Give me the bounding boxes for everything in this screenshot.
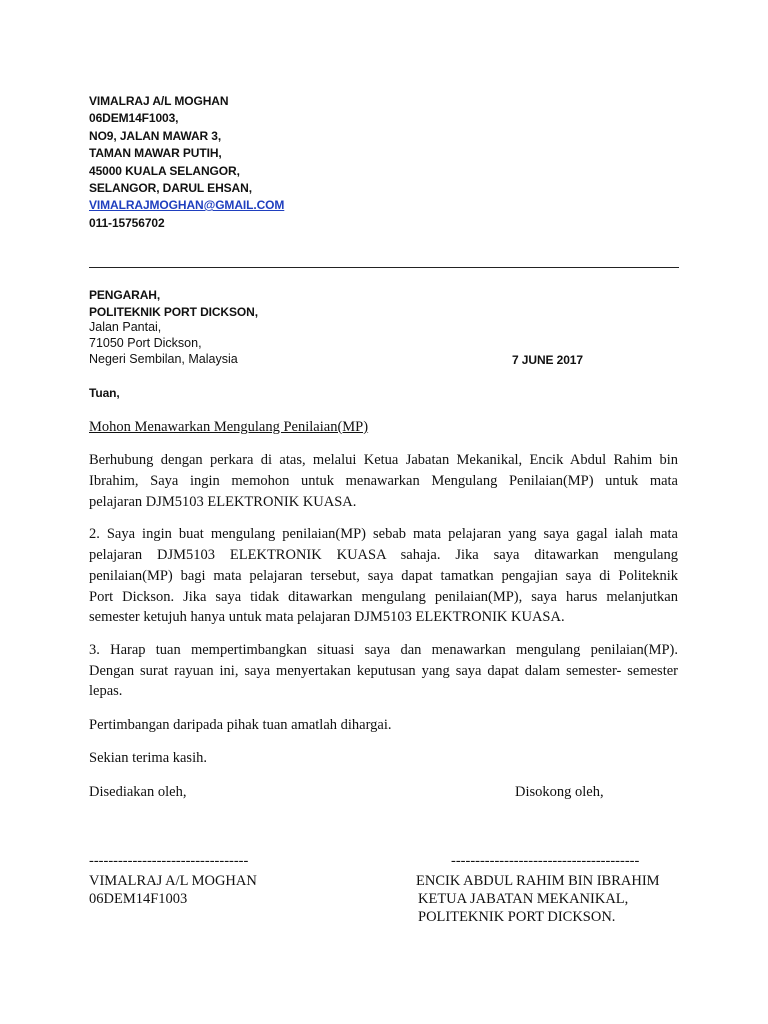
salutation: Tuan, [89, 386, 120, 400]
paragraph-line: penilaian(MP) bagi mata pelajaran tersebut, saya dapat tamatkan pengajian saya di Politeknik [89, 568, 678, 584]
signatory-institution-right: POLITEKNIK PORT DICKSON. [418, 909, 616, 925]
paragraph-line: pelajaran DJM5103 ELEKTRONIK KUASA sahaja. Jika saya ditawarkan mengulang [89, 547, 678, 563]
recipient-address-line: 71050 Port Dickson, [89, 336, 202, 350]
signatory-name-right: ENCIK ABDUL RAHIM BIN IBRAHIM [416, 873, 660, 889]
prepared-by-label: Disediakan oleh, [89, 784, 187, 800]
signatory-position-right: KETUA JABATAN MEKANIKAL, [418, 891, 629, 907]
sender-address-line: 45000 KUALA SELANGOR, [89, 164, 240, 178]
signatory-id-left: 06DEM14F1003 [89, 891, 188, 907]
paragraph-line: Berhubung dengan perkara di atas, melalui Ketua Jabatan Mekanikal, Encik Abdul Rahim bin [89, 452, 678, 468]
header-divider [89, 267, 679, 268]
paragraph-line: lepas. [89, 683, 123, 699]
signature-line-left: --------------------------------- [89, 853, 249, 869]
paragraph-line: 3. Harap tuan mempertimbangkan situasi saya dan menawarkan mengulang penilaian(MP). [89, 642, 678, 658]
subject-line: Mohon Menawarkan Mengulang Penilaian(MP) [89, 419, 369, 435]
sender-id: 06DEM14F1003, [89, 111, 179, 125]
sender-name: VIMALRAJ A/L MOGHAN [89, 94, 229, 108]
paragraph-line: 2. Saya ingin buat mengulang penilaian(MP) sebab mata pelajaran yang saya gagal ialah mata [89, 526, 678, 542]
sender-address-line: NO9, JALAN MAWAR 3, [89, 129, 222, 143]
letter-date: 7 JUNE 2017 [512, 353, 583, 367]
paragraph-line: semester ketujuh hanya untuk mata pelajaran DJM5103 ELEKTRONIK KUASA. [89, 609, 565, 625]
supported-by-label: Disokong oleh, [515, 784, 604, 800]
signature-line-right: --------------------------------------- [451, 853, 640, 869]
paragraph-line: Dengan surat rayuan ini, saya menyertakan keputusan yang saya dapat dalam semester- semester [89, 663, 678, 679]
recipient-address-line: Jalan Pantai, [89, 320, 162, 334]
closing-thanks: Sekian terima kasih. [89, 750, 207, 766]
recipient-institution: POLITEKNIK PORT DICKSON, [89, 305, 258, 319]
sender-address-line: SELANGOR, DARUL EHSAN, [89, 181, 252, 195]
recipient-title: PENGARAH, [89, 288, 161, 302]
sender-email-link[interactable]: VIMALRAJMOGHAN@GMAIL.COM [89, 198, 285, 212]
paragraph-line: Ibrahim, Saya ingin memohon untuk menawarkan Mengulang Penilaian(MP) untuk mata [89, 473, 678, 489]
sender-phone: 011-15756702 [89, 216, 165, 230]
closing-appreciation: Pertimbangan daripada pihak tuan amatlah dihargai. [89, 717, 392, 733]
sender-address-line: TAMAN MAWAR PUTIH, [89, 146, 222, 160]
recipient-address-line: Negeri Sembilan, Malaysia [89, 352, 238, 366]
paragraph-line: Port Dickson. Jika saya tidak ditawarkan mengulang penilaian(MP), saya harus melanjutkan [89, 589, 678, 605]
signatory-name-left: VIMALRAJ A/L MOGHAN [89, 873, 257, 889]
paragraph-line: pelajaran DJM5103 ELEKTRONIK KUASA. [89, 494, 357, 510]
